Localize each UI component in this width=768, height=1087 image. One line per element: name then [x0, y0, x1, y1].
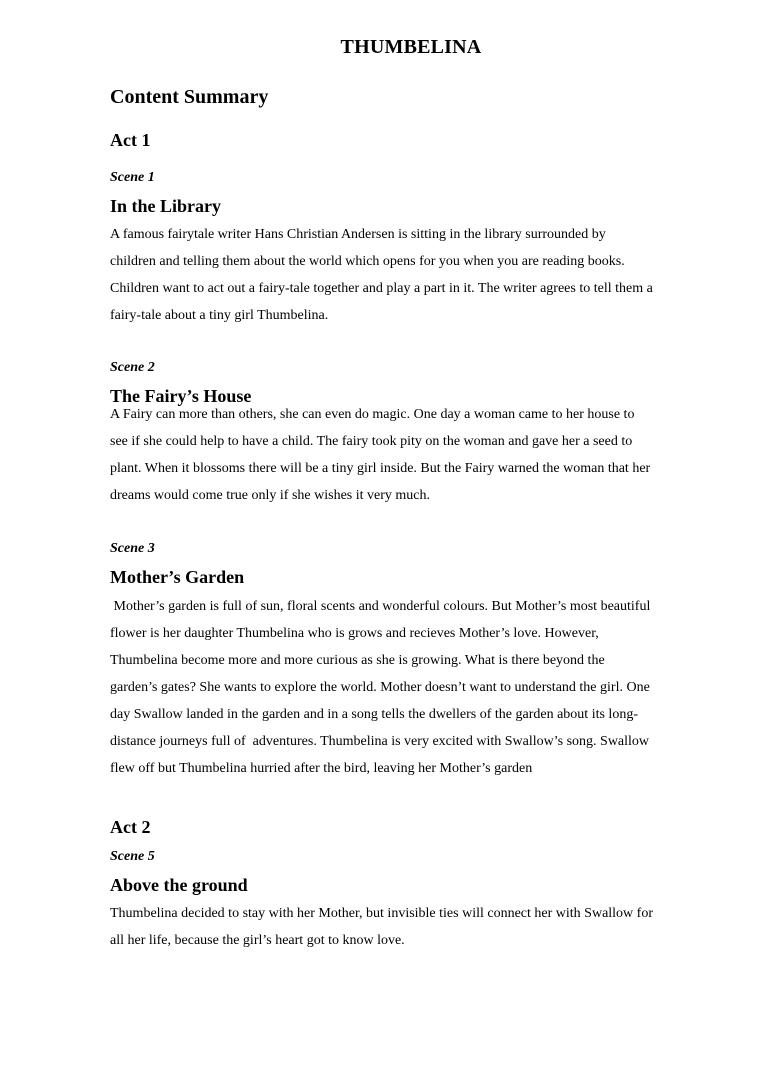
- scene-3-line: day Swallow landed in the garden and in a song tells the dwellers of the garden about its long-: [110, 707, 638, 722]
- scene-1-line: children and telling them about the world which opens for you when you are reading books.: [110, 254, 625, 269]
- scene-3-title: Mother’s Garden: [110, 567, 245, 587]
- scene-3-line: flower is her daughter Thumbelina who is grows and recieves Mother’s love. However,: [110, 626, 599, 641]
- scene-5-line: Thumbelina decided to stay with her Mother, but invisible ties will connect her with Swallow for: [110, 906, 653, 921]
- document-title: THUMBELINA: [340, 36, 482, 58]
- scene-5-title: Above the ground: [110, 875, 248, 895]
- scene-1-label: Scene 1: [110, 170, 155, 185]
- scene-2-line: plant. When it blossoms there will be a tiny girl inside. But the Fairy warned the woman that her: [110, 461, 651, 476]
- scene-2-label: Scene 2: [110, 360, 155, 375]
- act-2-heading: Act 2: [110, 817, 151, 837]
- scene-1-line: Children want to act out a fairy-tale together and play a part in it. The writer agrees to tell them a: [110, 281, 653, 296]
- content-summary-heading: Content Summary: [110, 86, 269, 108]
- scene-2-line: A Fairy can more than others, she can even do magic. One day a woman came to her house to: [110, 407, 635, 422]
- scene-3-line: Thumbelina become more and more curious as she is growing. What is there beyond the: [110, 653, 605, 668]
- scene-2-line: see if she could help to have a child. The fairy took pity on the woman and gave her a seed to: [110, 434, 633, 449]
- scene-3-line: distance journeys full of adventures. Thumbelina is very excited with Swallow’s song. Swallow: [110, 734, 650, 749]
- scene-2-line: dreams would come true only if she wishes it very much.: [110, 488, 430, 503]
- scene-5-line: all her life, because the girl’s heart got to know love.: [110, 933, 405, 948]
- scene-3-line: flew off but Thumbelina hurried after the bird, leaving her Mother’s garden: [110, 761, 533, 776]
- scene-1-line: A famous fairytale writer Hans Christian Andersen is sitting in the library surrounded by: [110, 227, 606, 242]
- scene-1-line: fairy-tale about a tiny girl Thumbelina.: [110, 308, 329, 323]
- scene-3-line: Mother’s garden is full of sun, floral scents and wonderful colours. But Mother’s most beautiful: [110, 599, 651, 614]
- scene-1-title: In the Library: [110, 196, 222, 216]
- scene-3-line: garden’s gates? She wants to explore the world. Mother doesn’t want to understand the girl. One: [110, 680, 650, 695]
- act-1-heading: Act 1: [110, 130, 151, 150]
- scene-3-label: Scene 3: [110, 541, 155, 556]
- scene-5-label: Scene 5: [110, 849, 155, 864]
- scene-2-title: The Fairy’s House: [110, 386, 252, 406]
